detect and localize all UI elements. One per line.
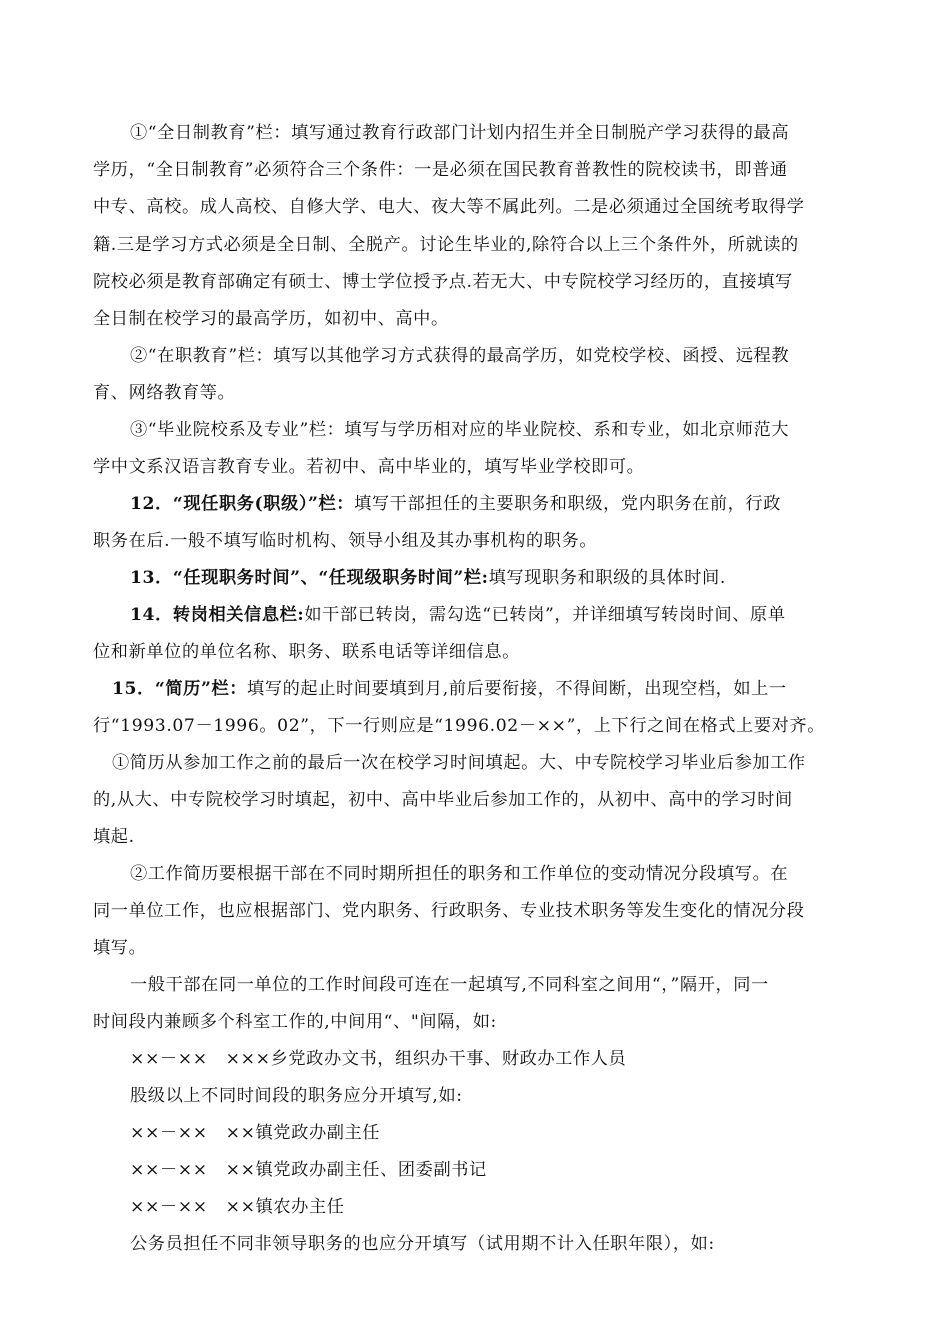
paragraph-line (93, 270, 793, 294)
paragraph-line (93, 233, 799, 257)
section-heading: 14．转岗相关信息栏: (130, 605, 305, 625)
line-text: 填起. (93, 827, 135, 847)
section-heading-line (112, 677, 787, 701)
paragraph-line (130, 1232, 715, 1256)
paragraph-line (93, 158, 788, 182)
line-text: 的,从大、中专院校学习时填起，初中、高中毕业后参加工作的，从初中、高中的学习时间 (93, 790, 793, 810)
section-heading: 12．“现任职务(职级）”栏： (130, 494, 355, 514)
paragraph-line (130, 121, 789, 145)
line-text: 中专、高校。成人高校、自修大学、电大、夜大等不属此列。二是必须通过全国统考取得学 (93, 197, 805, 217)
example-line (130, 1047, 626, 1071)
line-text: ②“在职教育”栏：填写以其他学习方式获得的最高学历，如党校学校、函授、远程教 (130, 346, 790, 366)
paragraph-line (93, 788, 793, 812)
paragraph-line (93, 936, 146, 960)
line-text: 如干部已转岗，需勾选“已转岗”，并详细填写转岗时间、原单 (304, 605, 786, 625)
line-text: ××－×× ×××乡党政办文书，组织办干事、财政办工作人员 (130, 1049, 627, 1069)
paragraph-line (93, 307, 449, 331)
line-text: 时间段内兼顾多个科室工作的,中间用“、"间隔，如: (93, 1012, 497, 1032)
line-text: 公务员担任不同非领导职务的也应分开填写（试用期不计入任职年限），如: (130, 1234, 715, 1254)
line-text: ××－×× ××镇党政办副主任 (130, 1123, 381, 1143)
example-line (130, 1195, 345, 1219)
paragraph-line (130, 973, 769, 997)
section-heading-line (130, 603, 786, 627)
line-text: 籍.三是学习方式必须是全日制、全脱产。讨论生毕业的,除符合以上三个条件外，所就读的 (93, 235, 799, 255)
paragraph-line (93, 529, 597, 553)
paragraph-line (93, 714, 825, 738)
paragraph-line (130, 418, 789, 442)
line-text: 学中文系汉语言教育专业。若初中、高中毕业的，填写毕业学校即可。 (93, 457, 645, 477)
line-text: 院校必须是教育部确定有硕士、博士学位授予点.若无大、中专院校学习经历的，直接填写 (93, 272, 793, 292)
line-text: ①“全日制教育”栏：填写通过教育行政部门计划内招生并全日制脱产学习获得的最高 (130, 123, 790, 143)
line-text: 股级以上不同时间段的职务应分开填写,如: (130, 1086, 463, 1106)
line-text: 职务在后.一般不填写临时机构、领导小组及其办事机构的职务。 (93, 531, 598, 551)
line-text: ××－×× ××镇党政办副主任、团委副书记 (130, 1160, 487, 1180)
paragraph-line (93, 1010, 497, 1034)
section-heading-line (130, 492, 781, 516)
line-text: 学历，“全日制教育”必须符合三个条件：一是必须在国民教育普教性的院校读书，即普通 (93, 160, 788, 180)
line-text: ②工作简历要根据干部在不同时期所担任的职务和工作单位的变动情况分段填写。在 (130, 864, 789, 884)
paragraph-line (93, 381, 235, 405)
line-text: ①简历从参加工作之前的最后一次在校学习时间填起。大、中专院校学习毕业后参加工作 (112, 753, 806, 773)
paragraph-line (130, 862, 788, 886)
paragraph-line (130, 1084, 463, 1108)
section-heading: 15．“简历”栏： (112, 679, 248, 699)
paragraph-line (130, 344, 789, 368)
example-line (130, 1121, 380, 1145)
line-text: 同一单位工作，也应根据部门、党内职务、行政职务、专业技术职务等发生变化的情况分段 (93, 901, 805, 921)
paragraph-line (93, 899, 805, 923)
line-text: ③“毕业院校系及专业”栏：填写与学历相对应的毕业院校、系和专业，如北京师范大 (130, 420, 790, 440)
paragraph-line (93, 455, 644, 479)
paragraph-line (112, 751, 806, 775)
line-text: 位和新单位的单位名称、职务、联系电话等详细信息。 (93, 642, 520, 662)
example-line (130, 1158, 487, 1182)
line-text: 育、网络教育等。 (93, 383, 236, 403)
paragraph-line (93, 640, 520, 664)
section-heading-line (130, 566, 726, 590)
line-text: 全日制在校学习的最高学历，如初中、高中。 (93, 309, 449, 329)
line-text: 一般干部在同一单位的工作时间段可连在一起填写,不同科室之间用“，”隔开，同一 (130, 975, 769, 995)
line-text: 填写干部担任的主要职务和职级，党内职务在前，行政 (354, 494, 782, 514)
line-text: 填写。 (93, 938, 147, 958)
line-text: 填写现职务和职级的具体时间. (488, 568, 726, 588)
paragraph-line (93, 195, 805, 219)
section-heading: 13．“任现职务时间”、“任现级职务时间”栏: (130, 568, 489, 588)
line-text: 填写的起止时间要填到月,前后要衔接，不得间断，出现空档，如上一 (247, 679, 787, 699)
line-text: ××－×× ××镇农办主任 (130, 1197, 345, 1217)
line-text: 行“1993.07－1996。02”，下一行则应是“1996.02－××”，上下行之间在格式上要对齐。 (93, 716, 825, 736)
paragraph-line (93, 825, 135, 849)
